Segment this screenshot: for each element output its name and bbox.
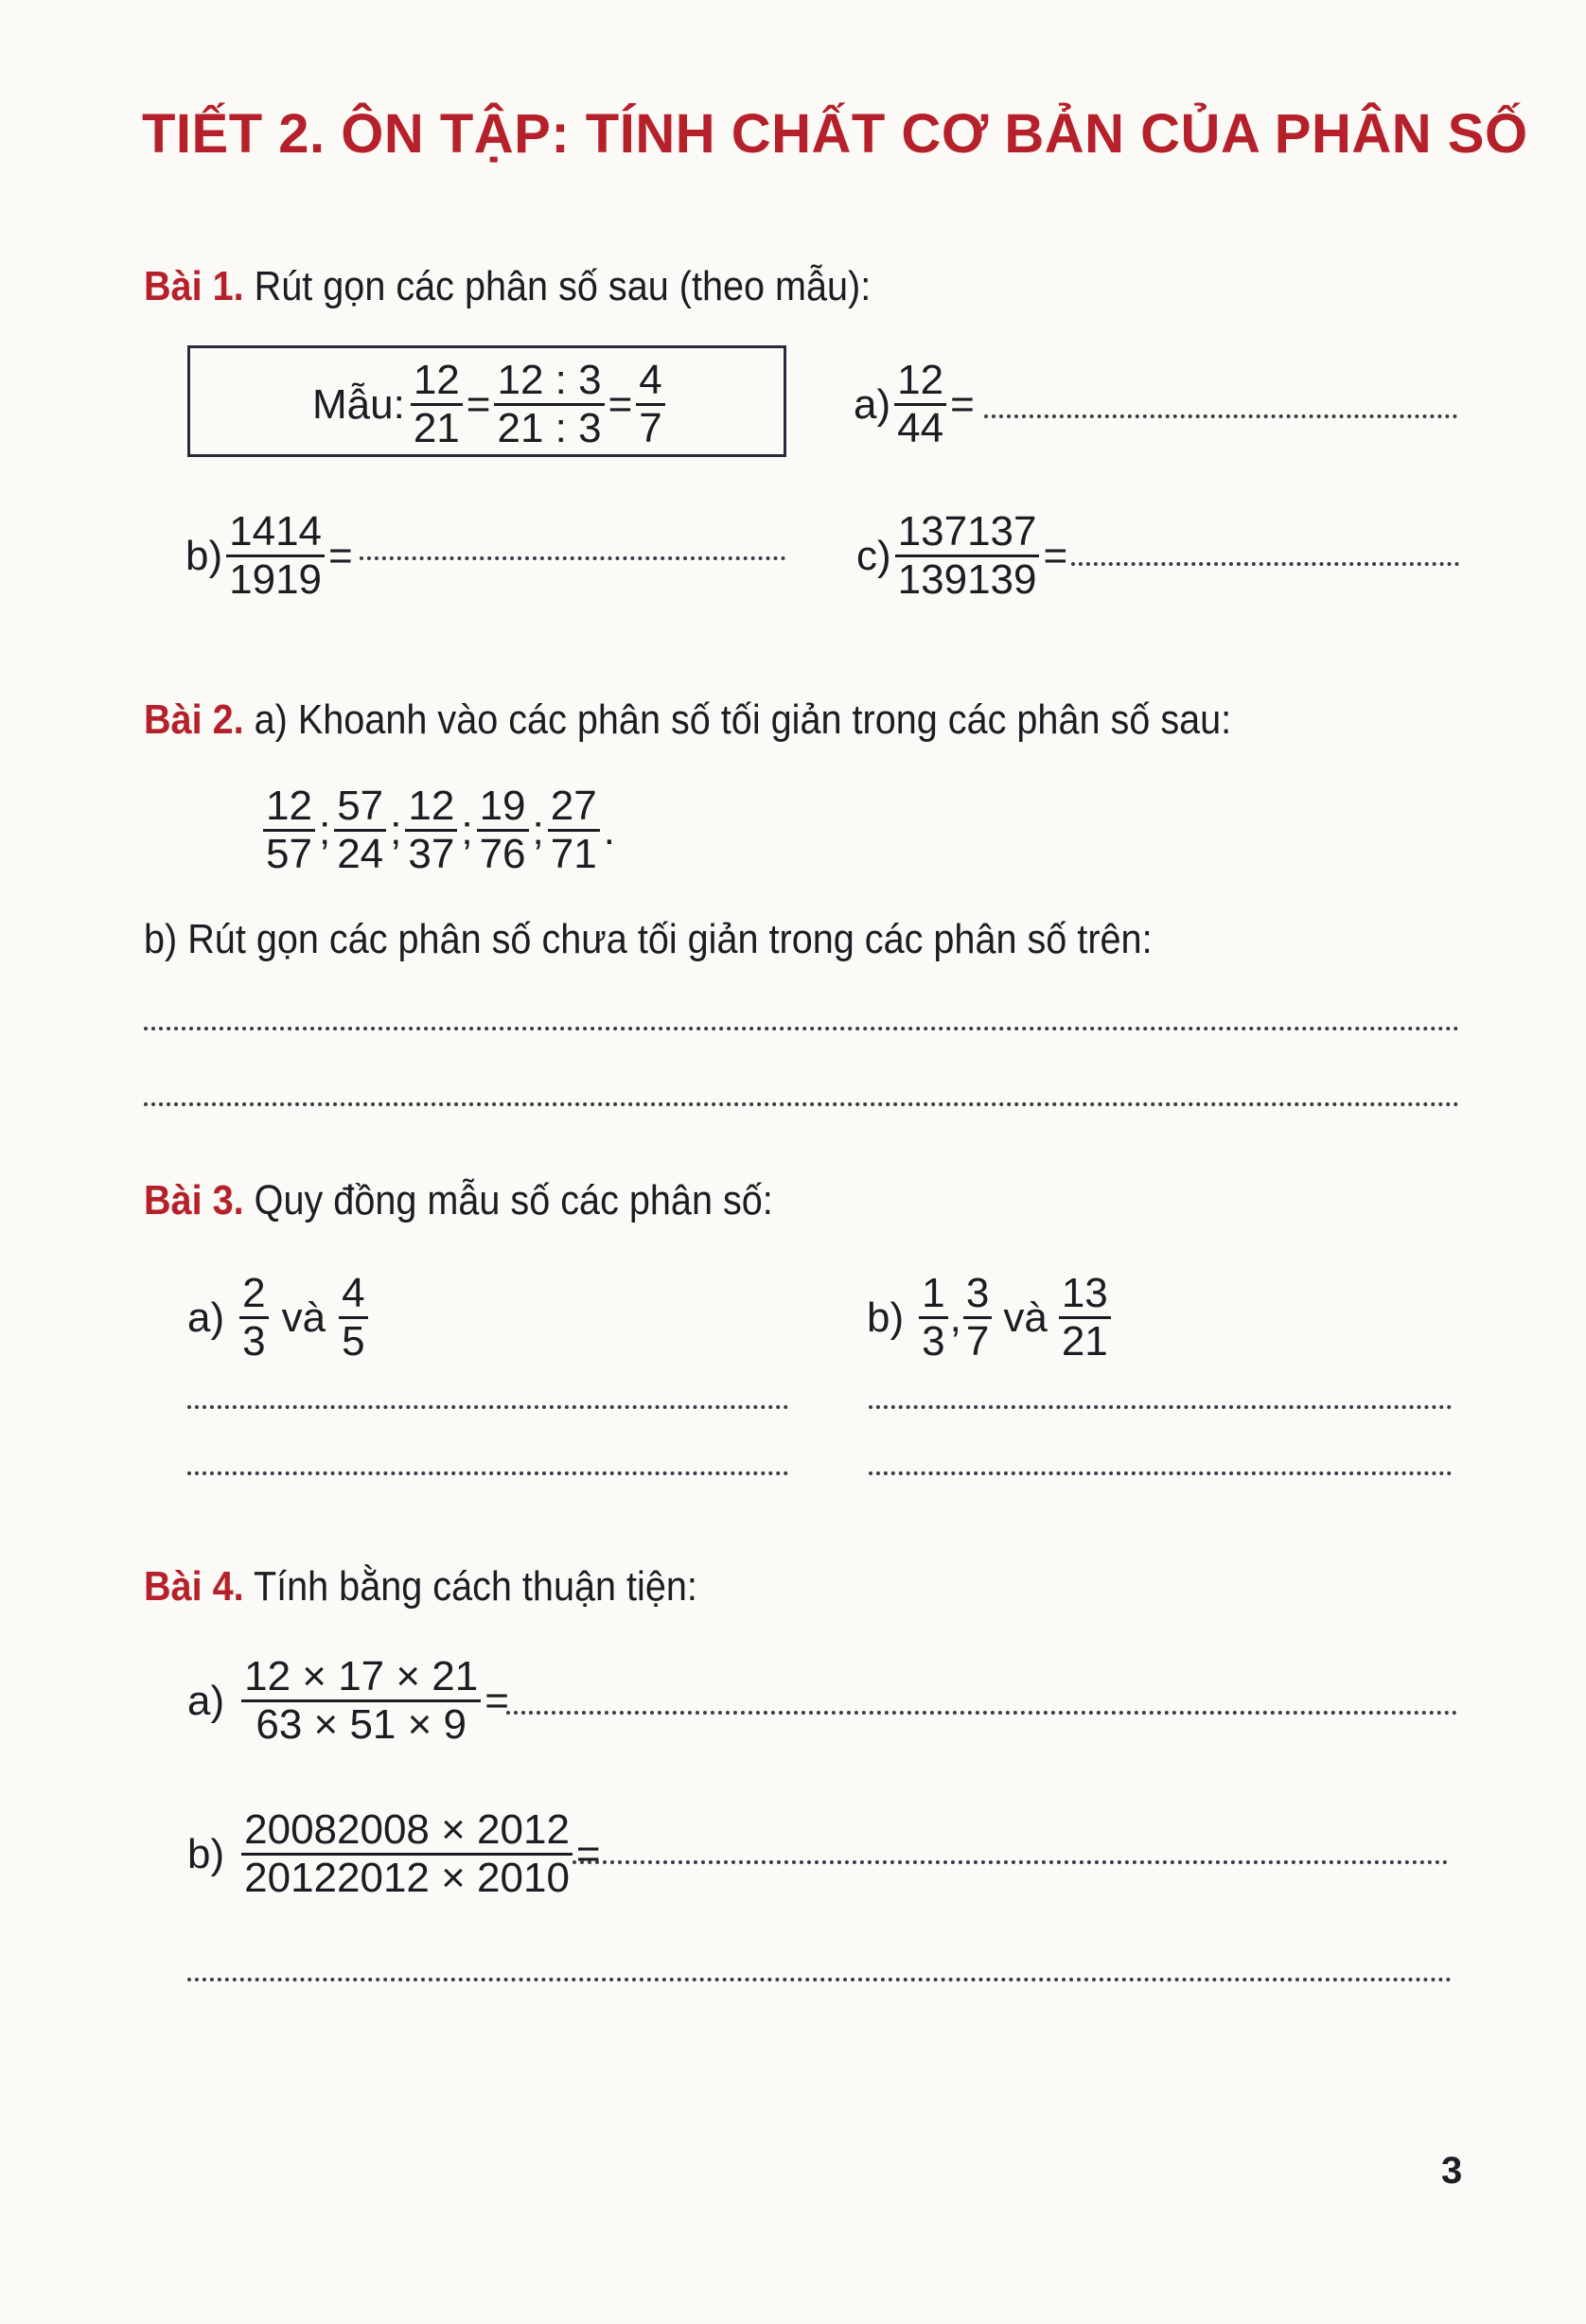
bai4-text: Tính bằng cách thuận tiện: (253, 1563, 697, 1610)
separator: ; (390, 806, 402, 854)
bai4-number: Bài 4. (144, 1563, 244, 1610)
bai2-fraction-3[interactable]: $\frac{12}{37}$ (405, 785, 457, 875)
separator: ; (318, 806, 331, 854)
separator: ; (461, 806, 473, 854)
bai1-a (854, 357, 978, 451)
example-fraction-3: $\frac{4}{7}$ (636, 360, 664, 449)
bai3-number: Bài 3. (144, 1177, 244, 1224)
bai1-b-answer-line[interactable] (360, 556, 785, 560)
bai2-answer-line-2[interactable] (144, 1102, 1459, 1106)
bai2-text: a) Khoanh vào các phân số tối giản trong các phân số sau: (254, 696, 1232, 743)
bai1-b-label: b) (185, 532, 223, 579)
bai3-b-answer-line-2[interactable] (869, 1471, 1452, 1475)
equals-sign: = (328, 532, 353, 579)
bai3-a (187, 1270, 368, 1364)
example-fraction-2: $\frac{12 : 3}{21 : 3}$ (494, 360, 604, 449)
bai1-a-label: a) (854, 380, 891, 428)
equals-sign: = (485, 1677, 509, 1724)
bai3-a-fraction-2: $\frac{4}{5}$ (339, 1273, 367, 1363)
equals-sign: = (608, 380, 633, 428)
page-title: TIẾT 2. ÔN TẬP: TÍNH CHẤT CƠ BẢN CỦA PHÂN SỐ (142, 103, 1528, 165)
bai1-text: Rút gọn các phân số sau (theo mẫu): (254, 263, 872, 309)
bai3-b (867, 1270, 1111, 1364)
equals-sign: = (575, 1830, 601, 1877)
page-number: 3 (1441, 2150, 1463, 2192)
bai3-b-answer-line-1[interactable] (869, 1405, 1452, 1409)
bai2-answer-line-1[interactable] (144, 1027, 1459, 1030)
bai4-b-label: b) (187, 1830, 225, 1877)
bai3-a-answer-line-1[interactable] (187, 1405, 788, 1409)
conjunction: và (1003, 1294, 1048, 1341)
bai3-a-fraction-1: $\frac{2}{3}$ (239, 1273, 268, 1363)
bai4-a-label: a) (187, 1677, 225, 1724)
conjunction: và (281, 1294, 326, 1341)
bai3-b-fraction-2: $\frac{3}{7}$ (963, 1273, 992, 1363)
bai1-heading (144, 263, 871, 310)
bai3-a-label: a) (187, 1294, 225, 1341)
bai4-a-answer-line[interactable] (506, 1711, 1457, 1715)
bai4-heading (144, 1563, 697, 1611)
bai2-fraction-5[interactable]: $\frac{27}{71}$ (548, 785, 600, 875)
bai2-fraction-2[interactable]: $\frac{57}{24}$ (334, 785, 386, 875)
bai3-b-fraction-3: $\frac{13}{21}$ (1059, 1273, 1111, 1363)
bai1-a-fraction: $\frac{12}{44}$ (894, 360, 946, 449)
bai1-c-answer-line[interactable] (1071, 562, 1459, 566)
bai3-heading (144, 1177, 773, 1224)
equals-sign: = (466, 380, 491, 428)
equals-sign: = (1043, 532, 1068, 579)
bai2-b-text: b) Rút gọn các phân số chưa tối giản trong các phân số trên: (144, 916, 1153, 962)
bai4-a (187, 1653, 513, 1748)
bai4-extra-answer-line[interactable] (187, 1978, 1452, 1981)
bai2-number: Bài 2. (144, 696, 244, 743)
equals-sign: = (950, 380, 975, 428)
bai3-b-fraction-1: $\frac{1}{3}$ (919, 1273, 947, 1363)
bai3-b-label: b) (867, 1294, 905, 1341)
bai1-number: Bài 1. (144, 263, 244, 309)
period: . (603, 806, 615, 854)
bai1-c-fraction: $\frac{137137}{139139}$ (895, 511, 1040, 601)
bai1-b (185, 508, 357, 603)
bai2-fraction-1[interactable]: $\frac{12}{57}$ (263, 785, 315, 875)
bai4-b (187, 1806, 605, 1901)
comma: , (949, 1294, 961, 1341)
bai1-a-answer-line[interactable] (984, 414, 1457, 418)
bai2-fraction-list (263, 785, 619, 875)
bai1-c-label: c) (856, 532, 891, 579)
bai3-a-answer-line-2[interactable] (187, 1471, 788, 1475)
example-label: Mẫu: (312, 380, 405, 428)
bai2-fraction-4[interactable]: $\frac{19}{76}$ (477, 785, 529, 875)
separator: ; (532, 806, 544, 854)
bai1-b-fraction: $\frac{1414}{1919}$ (226, 511, 325, 601)
bai4-a-fraction: $\frac{12 \times 17 \times 21}{63 \times 51 \times 9}$ (241, 1656, 481, 1746)
example-fraction-1: $\frac{12}{21}$ (411, 360, 463, 449)
bai2-heading (144, 696, 1231, 744)
example-content (312, 357, 665, 451)
bai3-text: Quy đồng mẫu số các phân số: (254, 1177, 773, 1224)
bai4-b-answer-line[interactable] (573, 1860, 1448, 1864)
bai1-c (856, 508, 1071, 603)
bai4-b-fraction: $\frac{20082008 \times 2012}{20122012 \times 2010}$ (241, 1809, 573, 1899)
